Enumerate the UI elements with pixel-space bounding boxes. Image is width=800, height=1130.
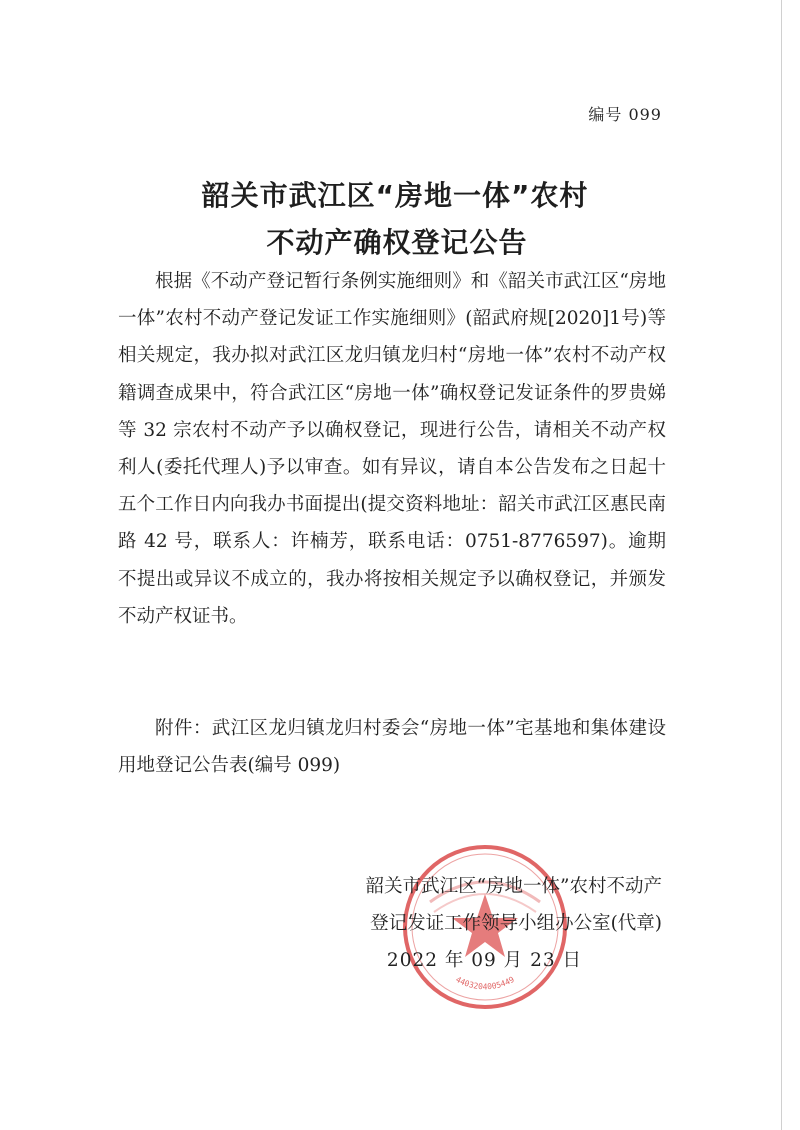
announcement-body: 根据《不动产登记暂行条例实施细则》和《韶关市武江区“房地一体”农村不动产登记发证工作实施细则》(韶武府规[2020]1号)等相关规定，我办拟对武江区龙归镇龙归村“房地一体”农村不动产权籍调查成果中，符合武江区“房地一体”确权登记发证条件的罗贵娣等 32 宗农村不动产予以确权登记，现进行公告，请相关不动产权利人(委托代理人)予以审查。如有异议，请自本公告发布之日起十五个工作日内向我办书面提出(提交资料地址：韶关市武江区惠民南路 42 号，联系人：许楠芳，联系电话：0751-8776597)。逾期不提出或异议不成立的，我办将按相关规定予以确权登记，并颁发不动产权证书。 bbox=[118, 271, 666, 627]
seal-code-text bbox=[454, 975, 516, 991]
document-number: 编号 099 bbox=[588, 105, 662, 124]
attachment-note: 附件：武江区龙归镇龙归村委会“房地一体”宅基地和集体建设用地登记公告表(编号 099) bbox=[118, 718, 666, 777]
signature-organization-line-2: 登记发证工作领导小组办公室(代章) bbox=[370, 913, 662, 934]
signature-organization-line-1: 韶关市武江区“房地一体”农村不动产 bbox=[365, 876, 662, 897]
seal-code-path: 4403204005449 bbox=[454, 974, 516, 992]
document-title-line-2: 不动产确权登记公告 bbox=[266, 226, 528, 259]
page-edge-divider bbox=[781, 0, 782, 1130]
signature-date: 2022 年 09 月 23 日 bbox=[386, 950, 582, 971]
document-title-line-1: 韶关市武江区“房地一体”农村 bbox=[201, 179, 589, 212]
